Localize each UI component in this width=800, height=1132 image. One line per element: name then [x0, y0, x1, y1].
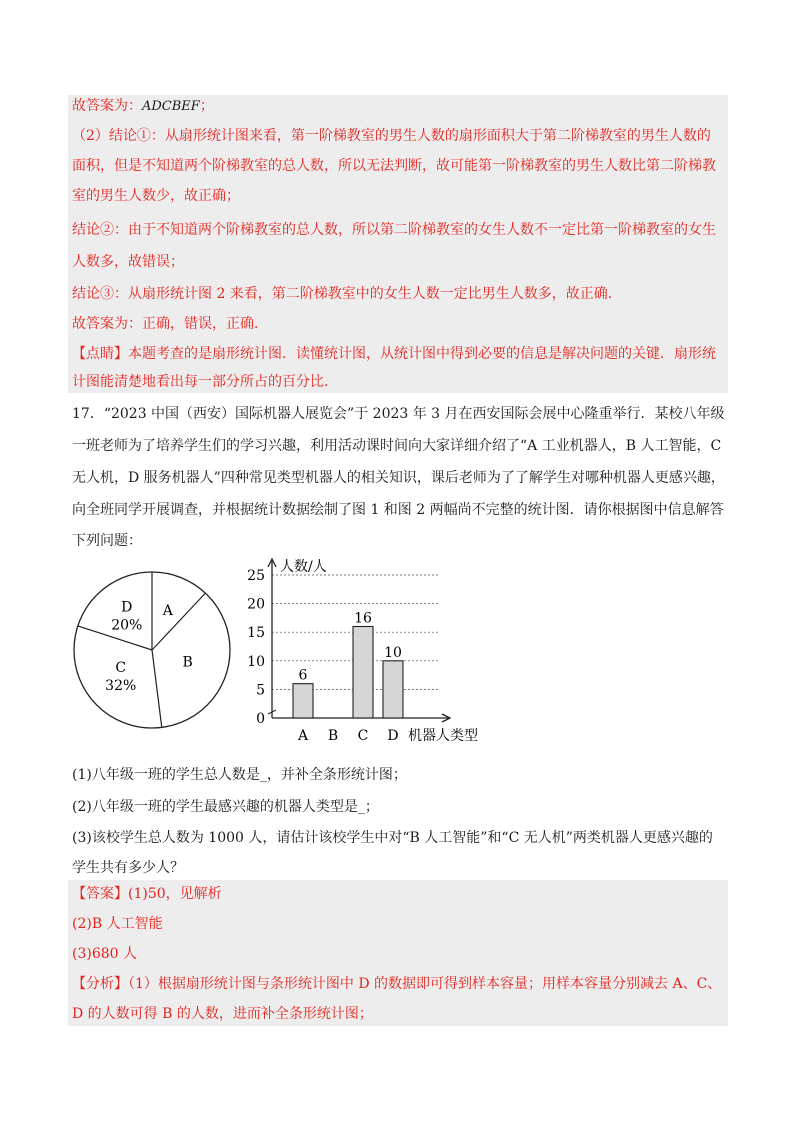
answer-17-2: (2)B 人工智能	[72, 916, 163, 932]
answer-2-line: 故答案为：正确，错误，正确．	[72, 316, 268, 332]
conclusion-2-line-1: 结论②：由于不知道两个阶梯教室的总人数，所以第二阶梯教室的女生人数不一定比第一阶梯教室的女生	[72, 222, 716, 238]
conclusion-1-line-2: 面积，但是不知道两个阶梯教室的总人数，所以无法判断，故可能第一阶梯教室的男生人数比第二阶梯教	[72, 158, 716, 174]
conclusion-3-line: 结论③：从扇形统计图 2 来看，第二阶梯教室中的女生人数一定比男生人数多，故正确．	[72, 286, 622, 302]
x-tick-label-c: C	[357, 728, 369, 744]
bar-a	[293, 684, 313, 718]
answer-prefix: 故答案为：	[72, 98, 142, 114]
bar-c	[353, 626, 373, 718]
sub-question-3-line-1: (3)该校学生总人数为 1000 人，请估计该校学生中对“B 人工智能”和“C 无人机”两类机器人更感兴趣的	[72, 830, 713, 846]
bar-value-a: 6	[298, 667, 308, 684]
pie-label-c: C	[115, 659, 127, 676]
y-tick-label: 25	[247, 568, 265, 584]
y-tick-label: 0	[256, 711, 265, 727]
bar-chart	[247, 555, 510, 755]
question-17-line-5: 下列问题：	[72, 533, 142, 549]
analysis-line-1: 【分析】（1）根据扇形统计图与条形统计图中 D 的数据即可得到样本容量；用样本容量分别减去 A、C、	[72, 976, 722, 992]
y-tick-label: 10	[247, 653, 265, 670]
analysis-line-2: D 的人数可得 B 的人数，进而补全条形统计图；	[72, 1006, 373, 1022]
question-17-line-4: 向全班同学开展调查，并根据统计数据绘制了图 1 和图 2 两幅尚不完整的统计图．请你根据图中信息解答	[72, 502, 724, 518]
y-tick-label: 5	[256, 682, 265, 699]
x-tick-label-a: A	[297, 728, 309, 744]
x-tick-label-d: D	[387, 728, 399, 744]
pie-chart	[68, 555, 238, 745]
conclusion-1-line-3: 室的男生人数少，故正确；	[72, 188, 240, 204]
bar-value-d: 10	[384, 644, 402, 661]
sub-question-1: (1)八年级一班的学生总人数是_，并补全条形统计图；	[72, 767, 407, 783]
question-17-line-1: 17．“2023 中国（西安）国际机器人展览会”于 2023 年 3 月在西安国际会展中心隆重举行．某校八年级	[72, 406, 725, 422]
conclusion-2-line-2: 人数多，故错误；	[72, 254, 184, 270]
comment-line-2: 计图能清楚地看出每一部分所占的百分比．	[72, 374, 338, 390]
answer-17-1: 【答案】(1)50，见解析	[72, 886, 222, 902]
question-17-line-2: 一班老师为了培养学生们的学习兴趣，利用活动课时间向大家详细介绍了“A 工业机器人，B 人工智能，C	[72, 438, 722, 454]
y-tick-label: 15	[247, 625, 265, 642]
y-tick-label: 20	[247, 596, 265, 613]
bar-d	[383, 661, 403, 718]
bar-value-c: 16	[354, 610, 372, 627]
answer-17-3: (3)680 人	[72, 946, 138, 962]
pie-label-b: B	[182, 654, 193, 671]
y-axis-label: 人数/人	[280, 559, 327, 575]
pie-percent-c: 32%	[105, 677, 137, 694]
sub-question-2: (2)八年级一班的学生最感兴趣的机器人类型是_；	[72, 799, 379, 815]
comment-line-1: 【点睛】本题考查的是扇形统计图．读懂统计图，从统计图中得到必要的信息是解决问题的关键．扇形统	[72, 346, 716, 362]
answer-line	[72, 96, 214, 117]
conclusion-1-line-1: （2）结论①：从扇形统计图来看，第一阶梯教室的男生人数的扇形面积大于第二阶梯教室的男生人数的	[72, 128, 711, 144]
sub-question-3-line-2: 学生共有多少人？	[72, 860, 184, 876]
x-tick-label-b: B	[327, 728, 339, 744]
pie-percent-d: 20%	[111, 617, 143, 634]
pie-label-a: A	[162, 603, 173, 620]
pie-label-d: D	[121, 599, 133, 616]
answer-order: ADCBEF	[142, 99, 200, 114]
question-17-line-3: 无人机，D 服务机器人”四种常见类型机器人的相关知识，课后老师为了了解学生对哪种机器人更感兴趣，	[72, 470, 725, 486]
x-axis-label: 机器人类型	[408, 728, 478, 744]
answer-suffix: ；	[199, 98, 214, 114]
